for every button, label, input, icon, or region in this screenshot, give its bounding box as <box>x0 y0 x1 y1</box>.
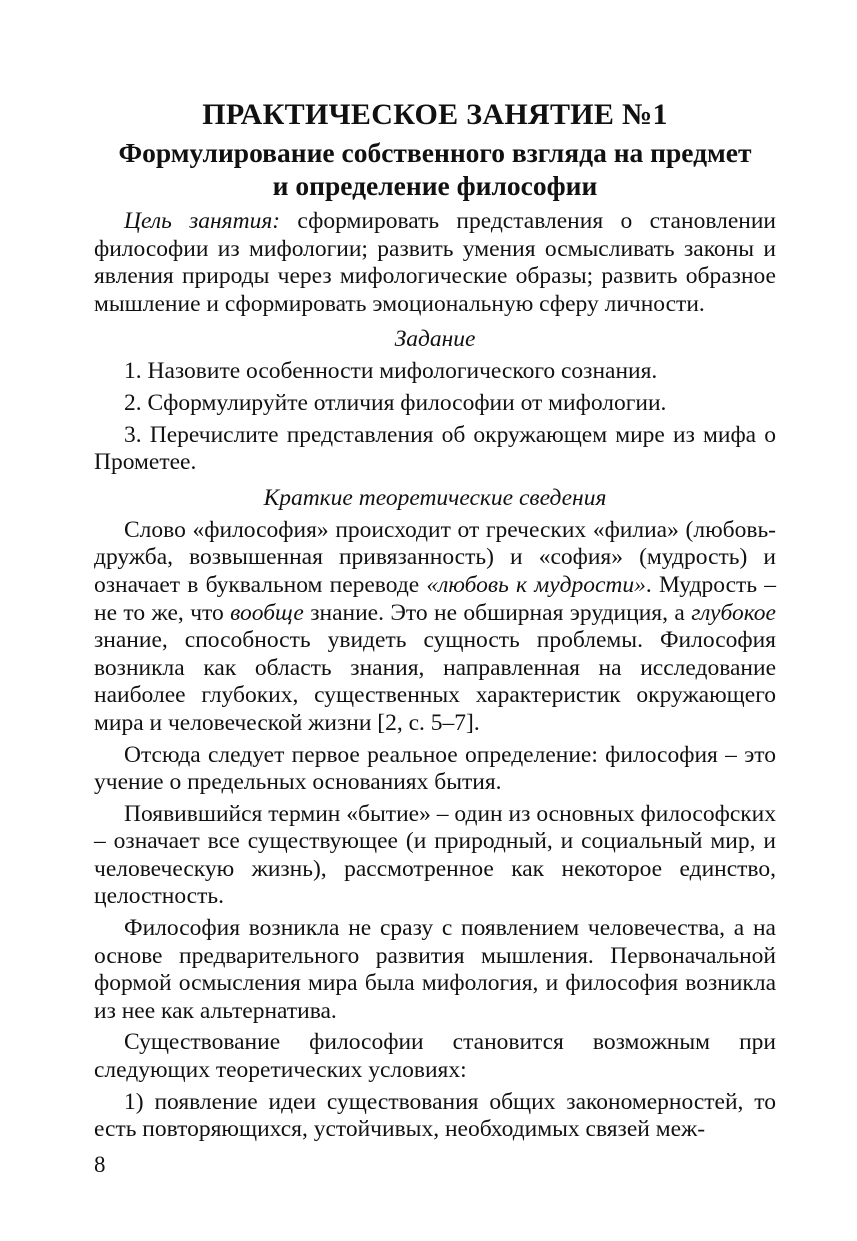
theory-paragraph-2: Отсюда следует первое реальное определение: философия – это учение о предельных основаниях бытия. <box>94 741 776 796</box>
theory-heading: Краткие теоретические сведения <box>263 484 607 511</box>
goal-label: Цель занятия: <box>124 208 281 234</box>
page-number: 8 <box>94 1152 106 1177</box>
emphasis-text: глубокое <box>691 599 776 626</box>
theory-paragraph-3: Появившийся термин «бытие» – один из основных философских – означает все существующее (и природный, и социальный мир, и человеческую жизнь), рассмотренное как некоторое единство, целостность. <box>94 800 776 910</box>
text-run: Слово «философия» происходит от греческих «филиа» (любовь-дружба, возвышенная привязанность) и «софия» (мудрость) и означает в буквальном переводе <box>94 516 776 598</box>
emphasis-text: «любовь к мудрости» <box>426 571 646 598</box>
text-run: знание, способность увидеть сущность проблемы. Философия возникла как область знания, направленная на исследование наиболее глубоких, существенных характеристик окружающего мира и человеческой жизни [2, с. 5–7]. <box>94 627 776 736</box>
theory-paragraph-1 <box>94 517 776 738</box>
emphasis-text: вообще <box>230 599 304 626</box>
theory-paragraph-4: Философия возникла не сразу с появлением человечества, а на основе предварительного развития мышления. Первоначальной формой осмысления мира была мифология, и философия возникла из нее как альтернатива. <box>94 915 776 1024</box>
page-title: ПРАКТИЧЕСКОЕ ЗАНЯТИЕ №1 <box>202 98 668 131</box>
text-run: знание. Это не обширная эрудиция, а <box>303 599 692 626</box>
subtitle-line-2: и определение философии <box>272 170 598 201</box>
page-content <box>94 96 776 1148</box>
text-run: . Мудрость – не то же, что <box>94 571 776 626</box>
task-item: 1. Назовите особенности мифологического сознания. <box>124 358 658 385</box>
task-item: 3. Перечислите представления об окружающем мире из мифа о Прометее. <box>94 421 776 476</box>
task-heading: Задание <box>394 326 476 353</box>
goal-text: сформировать представления о становлении философии из мифологии; развить умения осмысливать законы и явления природы через мифологические образы; развить образное мышление и сформировать эмоциональную сферу личности. <box>94 208 776 317</box>
theory-paragraph-5: Существование философии становится возможным при следующих теоретических условиях: <box>94 1029 776 1084</box>
goal-paragraph <box>94 208 776 318</box>
subtitle-line-1: Формулирование собственного взгляда на предмет <box>118 137 752 168</box>
theory-paragraph-6: 1) появление идеи существования общих закономерностей, то есть повторяющихся, устойчивых, необходимых связей меж- <box>94 1088 776 1143</box>
task-item: 2. Сформулируйте отличия философии от мифологии. <box>124 389 667 416</box>
